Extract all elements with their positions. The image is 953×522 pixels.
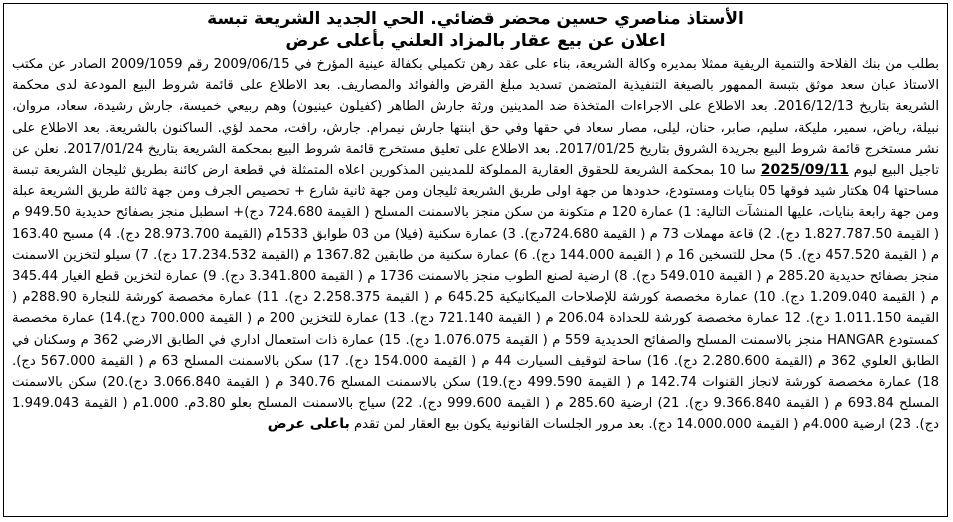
notice-header: [4, 4, 947, 52]
sale-date: 2025/09/11: [760, 162, 849, 179]
notice-body-part2: سا 10 بمحكمة الشريعة للحقوق العقارية المملوكة للمدينين المذكورين اعلاه المتمثلة في قطعة ارض كائنة بطريق ثليجان الشريعة تبسة مساحتها 04 هكتار شيد فوقها 05 بنايات ومستودع، حدودها من جهة اولى طريق الشريعة ثليجان ومن جهة ثانية شارع + تحصيص الجرف ومن جهة ثالثة طريق الشريعة عبلة ومن جهة رابعة بنايات، عليها المنشآت التالية: 1) عمارة 120 م متكونة من سكن منجز بالاسمنت المسلح ( القيمة 724.680 دج)+ اسطبل منجز بصفائح حديدية 949.50 م ( القيمة 1.827.787.50 دج). 2) قاعة مهملات 73 م ( القيمة 724.680دج). 3) عمارة سكنية (فيلا) من 03 طوابق 1533م (القيمة 28.973.700 دج). 4) مسبح 163.40 م ( القيمة 457.520 دج). 5) محل للتسخين 16 م ( القيمة 144.000 دج). 6) عمارة سكنية من طابقين 1367.82 م (القيمة 17.234.532 دج). 7) سيلو لتخزين الاسمنت منجز بصفائح حديدية 285.20 م ( القيمة 549.010 دج). 8) ارضية لصنع الطوب منجز بالاسمنت 1736 م ( القيمة 3.341.800 دج). 9) عمارة لتخزين قطع الغيار 345.44 م ( القيمة 1.209.040 دج). 10) عمارة مخصصة كورشة للإصلاحات الميكانيكية 645.25 م ( القيمة 2.258.375 دج). 11) عمارة مخصصة كورشة للنجارة 288.90م ( القيمة 1.011.150 دج). 12 عمارة مخصصة كورشة للحدادة 206.04 م ( القيمة 721.140 دج). 13) عمارة للتخزين 200 م ( القيمة 700.000 دج).14) عمارة مخصصة كمستودع HANGAR منجز بالاسمنت المسلح والصفائح الحديدية 559 م ( القيمة 1.076.075 دج). 15) عمارة ذات استعمال اداري في الطابق الارضي 362 م وسكنان في الطابق العلوي 362 م (القيمة 2.280.600 دج). 16) ساحة لتوقيف السيارت 44 م ( القيمة 154.000 دج). 17) سكن بالاسمنت المسلح 63 م ( القيمة 567.000 دج). 18) عمارة مخصصة كورشة لانجاز القنوات 142.74 م ( القيمة 499.590 دج).19) سكن بالاسمنت المسلح 340.76 م ( القيمة 3.066.840 دج).20) سكن بالاسمنت المسلح 693.84 م ( القيمة 9.366.840 دج). 21) ارضية 285.60 م ( القيمة 999.600 دج). 22) سياج بالاسمنت المسلح بعلو 3.80م. 1.000م ( القيمة 1.949.043 دج). 23) ارضية 4.000م ( القيمة 14.000.000 دج). بعد مرور الجلسات القانونية يكون بيع العقار لمن تقدم: [12, 163, 940, 433]
auction-announcement-title: اعلان عن بيع عقار بالمزاد العلني بأعلى عرض: [285, 31, 666, 51]
closing-phrase: باعلى عرض: [267, 416, 350, 433]
notice-body-part1: بطلب من بنك الفلاحة والتنمية الريفية ممثلا بمديره وكالة الشريعة، بناء على عقد رهن تكميلي بكفالة عينية المؤرخ في 2009/06/15 رقم 2009/1059 الصادر عن مكتب الاستاذ عبان سعد موثق بتبسة الممهور بالصيغة التنفيذية المتضمن تسديد مبلغ القرض والفوائد والمصاريف. بعد الاطلاع على قائمة شروط البيع المودعة لدى محكمة الشريعة بتاريخ 2016/12/13. بعد الاطلاع على الاجراءات المتخذة ضد المدينين ورثة جارش الطاهر (كفيلون عينيون) وهم ربيعي خميسة، جارش رشيدة، سعاد، مروان، نبيلة، رياض، سمير، مليكة، سليم، صابر، حنان، ليلى، مصار سعاد في حقها وفي حق ابنتها جارش نيمرام. جارش، رافت، محمد لؤي. الساكنون بالشريعة. بعد الاطلاع على نشر مستخرج قائمة شروط البيع بجريدة الشروق بتاريخ 2017/01/25. بعد الاطلاع على تعليق مستخرج قائمة شروط البيع بمحكمة الشريعة بتاريخ 2017/01/24. نعلن عن تاجيل البيع ليوم: [12, 57, 939, 179]
bailiff-title: الأستاذ مناصري حسين محضر قضائي. الحي الجديد الشريعة تبسة: [207, 9, 744, 29]
notice-body: [4, 52, 947, 436]
auction-notice: [3, 3, 948, 517]
